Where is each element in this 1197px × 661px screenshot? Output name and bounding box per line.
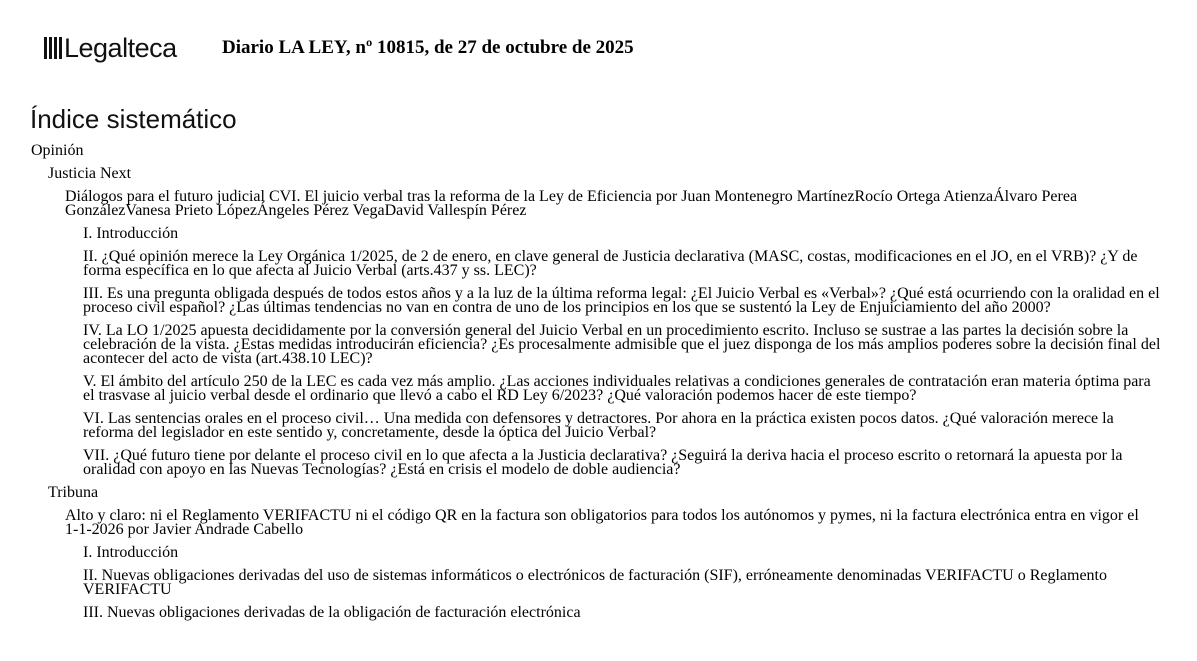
- index-item-link[interactable]: II. ¿Qué opinión merece la Ley Orgánica 1/2025, de 2 de enero, en clave general de Justicia declarativa (MASC, costas, modificaciones en el JO, en el VRB)? ¿Y de forma específica en lo que afecta al Juicio Verbal (arts.437 y ss. LEC)?: [83, 248, 1138, 279]
- index-item-link[interactable]: VI. Las sentencias orales en el proceso civil… Una medida con defensores y detractores. Por ahora en la práctica existen pocos datos. ¿Qué valoración merece la reforma del legislador en este sentido y, concretamente, desde la óptica del Juicio Verbal?: [83, 410, 1114, 441]
- index-item-link[interactable]: III. Es una pregunta obligada después de todos estos años y a la luz de la última reforma legal: ¿El Juicio Verbal es «Verbal»? ¿Qué está ocurriendo con la oralidad en el proceso civil español? ¿Las últimas tendencias no van en contra de uno de los principios en los que se sustentó la Ley de Enjuiciamiento del año 2000?: [83, 285, 1160, 316]
- index-article-link[interactable]: Diálogos para el futuro judicial CVI. El juicio verbal tras la reforma de la Ley de Eficiencia por Juan Montenegro MartínezRocío Ortega AtienzaÁlvaro Perea GonzálezVanesa Prieto LópezÁngeles Pérez VegaDavid Vallespín Pérez: [65, 188, 1078, 219]
- index-item-link[interactable]: VII. ¿Qué futuro tiene por delante el proceso civil en lo que afecta a la Justicia declarativa? ¿Seguirá la deriva hacia el proceso escrito o retornará la apuesta por la oralidad con apoyo en las Nuevas Tecnologías? ¿Está en crisis el modelo de doble audiencia?: [83, 447, 1123, 478]
- index-subsection-tribuna[interactable]: Tribuna: [48, 484, 99, 501]
- index-item-link[interactable]: III. Nuevas obligaciones derivadas de la obligación de facturación electrónica: [83, 604, 581, 621]
- page-title: Índice sistemático: [30, 104, 237, 134]
- logo-text: Legalteca: [64, 32, 177, 63]
- index-item-link[interactable]: II. Nuevas obligaciones derivadas del uso de sistemas informáticos o electrónicos de facturación (SIF), erróneamente denominadas VERIFACTU o Reglamento VERIFACTU: [83, 567, 1107, 598]
- logo-bars-icon: [44, 37, 62, 59]
- header: [44, 28, 177, 68]
- index-item-link[interactable]: V. El ámbito del artículo 250 de la LEC es cada vez más amplio. ¿Las acciones individuales relativas a condiciones generales de contratación eran materia óptima para el trasvase al juicio verbal desde el ordinario que llevó a cabo el RD Ley 6/2023? ¿Qué valoración podemos hacer de este tiempo?: [83, 373, 1151, 404]
- issue-title: Diario LA LEY, nº 10815, de 27 de octubre de 2025: [222, 37, 634, 58]
- index-item-link[interactable]: I. Introducción: [83, 225, 179, 242]
- index-article-link[interactable]: Alto y claro: ni el Reglamento VERIFACTU ni el código QR en la factura son obligatorios para todos los autónomos y pymes, ni la factura electrónica entra en vigor el 1-1-2026 por Javier Andrade Cabello: [65, 507, 1139, 538]
- index-item-link[interactable]: I. Introducción: [83, 544, 179, 561]
- systematic-index: [0, 144, 1197, 629]
- index-subsection-justicia-next[interactable]: Justicia Next: [48, 165, 132, 182]
- index-section-opinion[interactable]: Opinión: [31, 142, 84, 159]
- index-item-link[interactable]: IV. La LO 1/2025 apuesta decididamente por la conversión general del Juicio Verbal en un procedimiento escrito. Incluso se sustrae a las partes la decisión sobre la celebración de la vista. ¿Estas medidas introducirán eficiencia? ¿Es procesalmente admisible que el juez disponga de los más amplios poderes sobre la decisión final del acontecer del acto de vista (art.438.10 LEC)?: [83, 322, 1161, 367]
- legalteca-logo[interactable]: [44, 33, 177, 64]
